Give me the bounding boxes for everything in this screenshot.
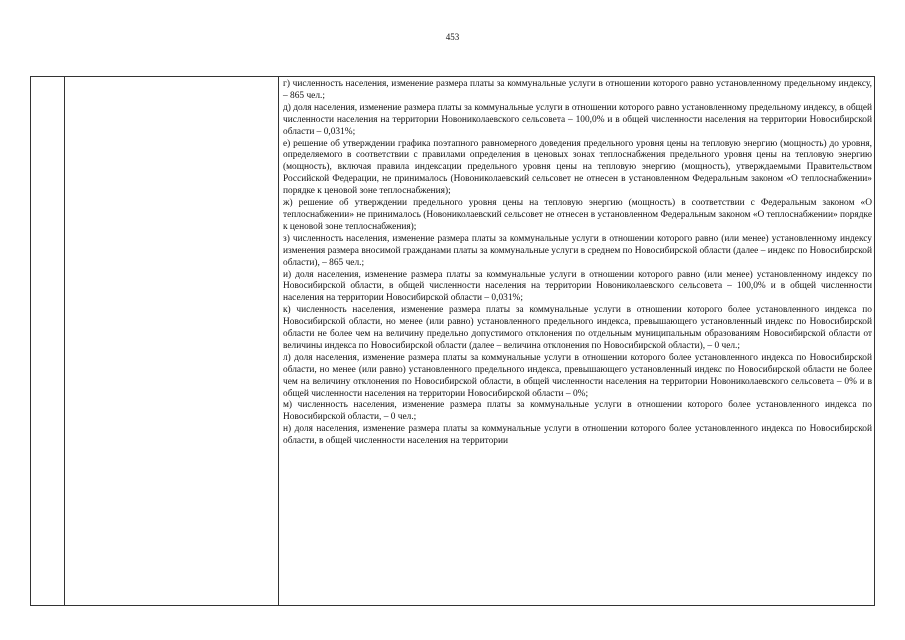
paragraph-z: з) численность населения, изменение размера платы за коммунальные услуги в отношении которого равно (или менее) установленному индексу изменения размера вносимой гражданами платы за коммунальные услуги в среднем по Новосибирской области (далее – индекс по Новосибирской области), – 865 чел.; — [283, 233, 872, 268]
page-number: 453 — [445, 32, 460, 42]
paragraph-k: к) численность населения, изменение размера платы за коммунальные услуги в отношении которого более установленного индекса по Новосибирской области, но менее (или равно) установленного предельного индекса, превышающего установленный индекс по Новосибирской области не более чем на величину предельно допустимого отклонения по отдельным муниципальным образованиям Новосибирской области от величины индекса по Новосибирской области (далее – величина отклонения по Новосибирской области), – 0 чел.; — [283, 305, 872, 351]
table-column-number — [31, 77, 65, 605]
paragraph-g: г) численность населения, изменение размера платы за коммунальные услуги в отношении которого равно установленному предельному индексу, – 865 чел.; — [283, 79, 872, 101]
table-column-content — [279, 77, 874, 605]
paragraph-l: л) доля населения, изменение размера платы за коммунальные услуги в отношении которого более установленного индекса по Новосибирской области, но менее (или равно) установленного предельного индекса, превышающего установленный индекс по Новосибирской области не более чем на величину отклонения по Новосибирской области, в общей численности населения на территории Новониколаевского сельсовета – 0% и в общей численности населения на территории Новосибирской области – 0%; — [283, 352, 872, 399]
paragraph-e: е) решение об утверждении графика поэтапного равномерного доведения предельного уровня цены на тепловую энергию (мощность) до уровня, определяемого в соответствии с правилами определения в ценовых зонах теплоснабжения предельного уровня цены на тепловую энергию (мощность), включая правила индексации предельного уровня цены на тепловую энергию (мощность), утверждаемыми Правительством Российской Федерации, не принималось (Новониколаевский сельсовет не отнесен в установленном Федеральным законом «О теплоснабжении» порядке к ценовой зоне теплоснабжения); — [283, 138, 872, 197]
paragraph-n: н) доля населения, изменение размера платы за коммунальные услуги в отношении которого более установленного индекса по Новосибирской области, в общей численности населения на территории — [283, 424, 872, 447]
paragraph-zh: ж) решение об утверждении предельного уровня цены на тепловую энергию (мощность) в соответствии с Федеральным законом «О теплоснабжении» не принималось (Новониколаевский сельсовет не отнесен в установленном Федеральным законом «О теплоснабжении» порядке к ценовой зоне теплоснабжения); — [283, 198, 872, 232]
paragraph-d: д) доля населения, изменение размера платы за коммунальные услуги в отношении которого равно установленному предельному индексу, в общей численности населения на территории Новониколаевского сельсовета – 100,0% и в общей численности населения на территории Новосибирской области – 0,031%; — [283, 102, 872, 137]
table-column-title — [65, 77, 279, 605]
paragraph-m: м) численность населения, изменение размера платы за коммунальные услуги в отношении которого более установленного индекса по Новосибирской области, – 0 чел.; — [283, 400, 872, 423]
document-table — [30, 76, 875, 606]
paragraph-i: и) доля населения, изменение размера платы за коммунальные услуги в отношении которого равно (или менее) установленному индексу по Новосибирской области, в общей численности населения на территории Новониколаевского сельсовета – 100,0% и в общей численности населения на территории Новосибирской области – 0,031%; — [283, 269, 872, 304]
